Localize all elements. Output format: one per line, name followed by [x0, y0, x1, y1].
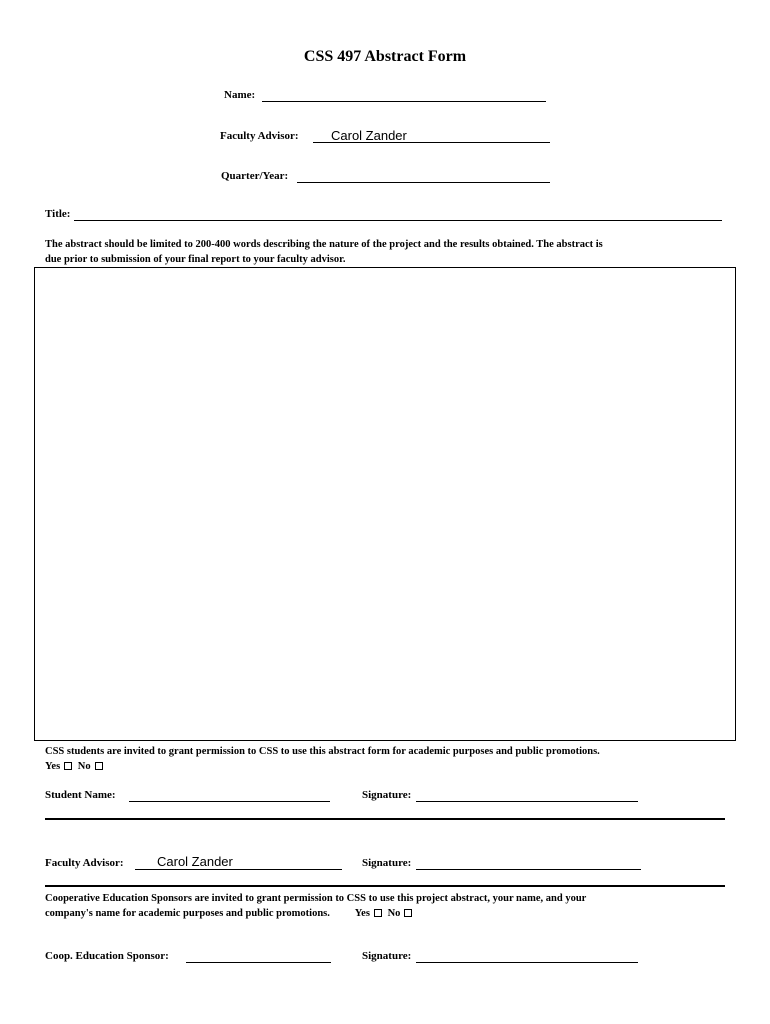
sponsor-signature-label: Signature:	[362, 950, 412, 962]
section-divider-2	[45, 885, 725, 887]
form-title: CSS 497 Abstract Form	[303, 48, 467, 65]
student-yes-label: Yes	[45, 761, 61, 772]
instructions-line-2: due prior to submission of your final report to your faculty advisor.	[45, 254, 346, 265]
student-permission-options	[45, 759, 106, 774]
student-name-field[interactable]	[129, 801, 330, 802]
quarter-year-label: Quarter/Year:	[221, 170, 289, 182]
student-permission-text: CSS students are invited to grant permission to CSS to use this abstract form for academic purposes and public promotions.	[45, 746, 600, 757]
coop-sponsor-label: Coop. Education Sponsor:	[45, 950, 169, 962]
sponsor-no-label: No	[387, 908, 401, 919]
faculty-advisor-label: Faculty Advisor:	[220, 130, 299, 142]
student-yes-checkbox[interactable]	[64, 762, 72, 770]
faculty-signature-label: Signature:	[362, 857, 412, 869]
faculty-advisor-sign-label: Faculty Advisor:	[45, 857, 124, 869]
instructions-line-1: The abstract should be limited to 200-400 words describing the nature of the project and the results obtained. The abstract is	[45, 239, 603, 250]
faculty-advisor-value: Carol Zander	[331, 128, 407, 143]
faculty-advisor-sign-field[interactable]	[135, 869, 342, 870]
student-no-label: No	[77, 761, 91, 772]
student-signature-field[interactable]	[416, 801, 638, 802]
sponsor-permission-text-2: company's name for academic purposes and public promotions.	[45, 908, 330, 919]
title-field[interactable]	[74, 220, 722, 221]
coop-sponsor-field[interactable]	[186, 962, 331, 963]
title-label: Title:	[45, 208, 71, 220]
sponsor-permission-line-1: Cooperative Education Sponsors are invited to grant permission to CSS to use this project abstract, your name, and your	[45, 893, 587, 904]
name-label: Name:	[224, 89, 256, 101]
sponsor-yes-label: Yes	[354, 908, 370, 919]
sponsor-yes-checkbox[interactable]	[374, 909, 382, 917]
quarter-year-field[interactable]	[297, 182, 550, 183]
faculty-signature-field[interactable]	[416, 869, 641, 870]
sponsor-permission-line-2	[45, 906, 415, 921]
section-divider-1	[45, 818, 725, 820]
student-name-label: Student Name:	[45, 789, 116, 801]
name-field[interactable]	[262, 101, 546, 102]
student-no-checkbox[interactable]	[95, 762, 103, 770]
sponsor-signature-field[interactable]	[416, 962, 638, 963]
student-signature-label: Signature:	[362, 789, 412, 801]
faculty-advisor-sign-value: Carol Zander	[157, 854, 233, 869]
abstract-text-area[interactable]	[34, 267, 736, 741]
sponsor-no-checkbox[interactable]	[404, 909, 412, 917]
